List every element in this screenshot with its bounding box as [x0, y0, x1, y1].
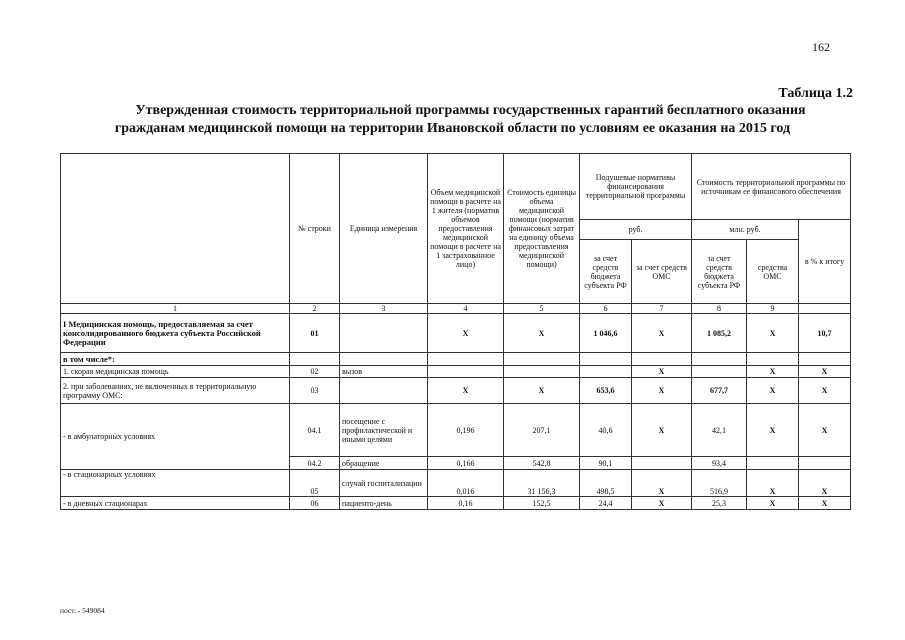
column-number-spare	[799, 304, 851, 314]
column-number: 2	[290, 304, 340, 314]
row-unit	[340, 314, 428, 353]
row-volume: 0,166	[428, 457, 504, 470]
table-row-06	[61, 497, 851, 510]
row-budget-rub: 24,4	[580, 497, 632, 510]
row-number: 04.1	[290, 404, 340, 457]
column-number: 3	[340, 304, 428, 314]
column-number: 5	[504, 304, 580, 314]
column-number-row	[61, 304, 851, 314]
row-oms-mln: Х	[747, 470, 799, 497]
footer-code: пост. - 549084	[60, 606, 105, 615]
row-percent: Х	[799, 404, 851, 457]
row-oms-rub: Х	[632, 378, 692, 404]
row-unit: случай госпитализации	[340, 470, 428, 497]
header-total-cost: Стоимость территориальной программы по источникам ее финансового обеспечения	[692, 154, 851, 220]
row-volume: 0,196	[428, 404, 504, 457]
header-volume: Объем медицинской помощи в расчете на 1 жителя (норматив объемов предоставления медицинской помощи в расчете на 1 застрахованное лицо)	[428, 154, 504, 304]
row-name: I Медицинская помощь, предоставляемая за счет консолидированного бюджета субъекта Российской Федерации	[61, 314, 290, 353]
header-budget-subject-2: за счет средств бюджета субъекта РФ	[692, 240, 747, 304]
row-name: 2. при заболеваниях, не включенных в территориальную программу ОМС:	[61, 378, 290, 404]
row-cost-unit: 542,8	[504, 457, 580, 470]
table-title-line-2: гражданам медицинской помощи на территории Ивановской области по условиям ее оказания на 2015 год	[114, 121, 791, 136]
header-oms: за счет средств ОМС	[632, 240, 692, 304]
header-rub: руб.	[580, 220, 692, 240]
row-percent: Х	[799, 378, 851, 404]
cost-table	[60, 153, 851, 510]
row-percent: 10,7	[799, 314, 851, 353]
header-oms-2: средства ОМС	[747, 240, 799, 304]
row-oms-mln: Х	[747, 366, 799, 378]
row-name: - в стационарных условиях	[61, 470, 290, 497]
row-oms-mln: Х	[747, 314, 799, 353]
header-name-cell	[61, 154, 290, 304]
row-oms-mln: Х	[747, 497, 799, 510]
row-budget-rub: 653,6	[580, 378, 632, 404]
row-name: - в амбулаторных условиях	[61, 404, 290, 470]
row-number: 06	[290, 497, 340, 510]
row-budget-mln: 677,7	[692, 378, 747, 404]
table-row-03	[61, 378, 851, 404]
row-volume: 0,016	[428, 470, 504, 497]
table-row-02	[61, 366, 851, 378]
row-budget-mln: 25,3	[692, 497, 747, 510]
row-budget-rub: 40,6	[580, 404, 632, 457]
row-oms-rub: Х	[632, 404, 692, 457]
row-oms-mln: Х	[747, 378, 799, 404]
row-cost-unit: 207,1	[504, 404, 580, 457]
row-volume: Х	[428, 378, 504, 404]
row-number: 05	[290, 470, 340, 497]
row-unit: обращение	[340, 457, 428, 470]
row-oms-rub: Х	[632, 366, 692, 378]
header-per-capita: Подушевые нормативы финансирования территориальной программы	[580, 154, 692, 220]
header-mln-rub: млн. руб.	[692, 220, 799, 240]
row-oms-rub: Х	[632, 314, 692, 353]
row-cost-unit: Х	[504, 314, 580, 353]
table-row-01a	[61, 353, 851, 366]
row-unit: посещение с профилактической и иными целями	[340, 404, 428, 457]
row-cost-unit: 31 156,3	[504, 470, 580, 497]
header-budget-subject: за счет средств бюджета субъекта РФ	[580, 240, 632, 304]
row-percent: Х	[799, 497, 851, 510]
row-budget-mln: 93,4	[692, 457, 747, 470]
row-percent: Х	[799, 366, 851, 378]
row-name: в том числе*:	[61, 353, 290, 366]
row-budget-mln: 516,9	[692, 470, 747, 497]
row-number: 04.2	[290, 457, 340, 470]
row-unit	[340, 378, 428, 404]
row-cost-unit: Х	[504, 378, 580, 404]
column-number: 9	[747, 304, 799, 314]
row-oms-rub: Х	[632, 470, 692, 497]
row-percent: Х	[799, 470, 851, 497]
row-volume: 0,16	[428, 497, 504, 510]
row-cost-unit: 152,5	[504, 497, 580, 510]
column-number: 1	[61, 304, 290, 314]
header-cost-unit: Стоимость единицы объема медицинской помощи (норматив финансовых затрат на единицу объема предоставления медицинской помощи)	[504, 154, 580, 304]
table-row-05	[61, 470, 851, 497]
table-row-04-1	[61, 404, 851, 457]
table-row-01	[61, 314, 851, 353]
row-name: 1. скорая медицинская помощь	[61, 366, 290, 378]
table-label: Таблица 1.2	[778, 86, 853, 101]
page-number: 162	[812, 40, 830, 54]
column-number: 7	[632, 304, 692, 314]
row-budget-mln: 1 085,2	[692, 314, 747, 353]
row-unit: вызов	[340, 366, 428, 378]
row-name: - в дневных стационарах	[61, 497, 290, 510]
header-unit: Единица измерения	[340, 154, 428, 304]
table-title-line-1: Утвержденная стоимость территориальной программы государственных гарантий бесплатного оказания	[135, 103, 806, 118]
row-number: 02	[290, 366, 340, 378]
column-number: 4	[428, 304, 504, 314]
row-budget-mln: 42,1	[692, 404, 747, 457]
header-row-no: № строки	[290, 154, 340, 304]
row-oms-rub: Х	[632, 497, 692, 510]
row-oms-mln: Х	[747, 404, 799, 457]
row-volume: Х	[428, 314, 504, 353]
column-number: 6	[580, 304, 632, 314]
row-budget-rub: 90,1	[580, 457, 632, 470]
row-budget-rub: 1 046,6	[580, 314, 632, 353]
row-number: 01	[290, 314, 340, 353]
row-budget-rub: 498,5	[580, 470, 632, 497]
header-row-1	[61, 154, 851, 220]
row-unit: пациенто-день	[340, 497, 428, 510]
header-percent: в % к итогу	[799, 220, 851, 304]
column-number: 8	[692, 304, 747, 314]
row-number: 03	[290, 378, 340, 404]
